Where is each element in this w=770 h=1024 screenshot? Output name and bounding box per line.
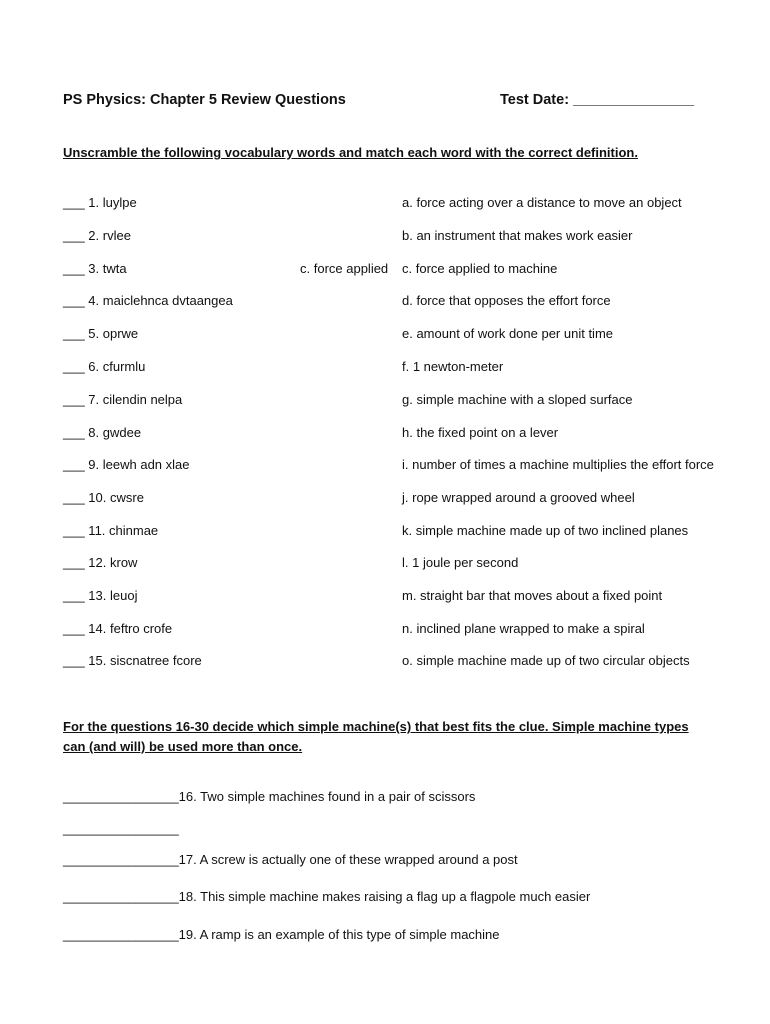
scrambled-word: ___ 9. leewh adn xlae	[63, 457, 190, 472]
vocab-row	[0, 555, 770, 575]
vocab-row	[0, 195, 770, 215]
definition: h. the fixed point on a lever	[402, 425, 559, 440]
definition: m. straight bar that moves about a fixed point	[402, 588, 663, 603]
scrambled-word: ___ 7. cilendin nelpa	[63, 392, 183, 407]
vocab-row	[0, 523, 770, 543]
scrambled-word: ___ 15. siscnatree fcore	[63, 653, 202, 668]
definition: j. rope wrapped around a grooved wheel	[402, 490, 635, 505]
definition: b. an instrument that makes work easier	[402, 228, 633, 243]
vocab-row	[0, 392, 770, 412]
scrambled-word: ___ 1. luylpe	[63, 195, 137, 210]
part2-instructions: For the questions 16-30 decide which simple machine(s) that best fits the clue. Simple machine types can (and will) be used more than once.	[63, 719, 689, 754]
scrambled-word: ___ 3. twta	[63, 261, 127, 276]
definition: c. force applied to machine	[402, 261, 558, 276]
answer-blank: ________________	[63, 821, 179, 836]
scrambled-word: ___ 11. chinmae	[63, 523, 159, 538]
definition: k. simple machine made up of two inclined planes	[402, 523, 689, 538]
definition: o. simple machine made up of two circular objects	[402, 653, 690, 668]
test-date: Test Date: _______________	[500, 92, 695, 108]
answer-note: c. force applied	[300, 261, 389, 276]
vocab-row	[0, 326, 770, 346]
vocab-row	[0, 359, 770, 379]
vocab-row	[0, 425, 770, 445]
vocab-row	[0, 653, 770, 673]
vocab-row	[0, 261, 770, 281]
scrambled-word: ___ 14. feftro crofe	[63, 621, 173, 636]
part1-instructions: Unscramble the following vocabulary words and match each word with the correct definition.	[63, 145, 638, 160]
question-19: ________________19. A ramp is an example of this type of simple machine	[63, 927, 500, 942]
vocab-row	[0, 490, 770, 510]
scrambled-word: ___ 5. oprwe	[63, 326, 139, 341]
definition: g. simple machine with a sloped surface	[402, 392, 633, 407]
scrambled-word: ___ 12. krow	[63, 555, 138, 570]
definition: n. inclined plane wrapped to make a spiral	[402, 621, 645, 636]
page-title: PS Physics: Chapter 5 Review Questions	[63, 92, 346, 108]
question-17: ________________17. A screw is actually one of these wrapped around a post	[63, 852, 518, 867]
vocab-row	[0, 457, 770, 477]
scrambled-word: ___ 13. leuoj	[63, 588, 138, 603]
definition: i. number of times a machine multiplies the effort force	[402, 457, 714, 472]
vocab-row	[0, 621, 770, 641]
vocab-row	[0, 588, 770, 608]
question-16: ________________16. Two simple machines found in a pair of scissors	[63, 789, 476, 804]
scrambled-word: ___ 4. maiclehnca dvtaangea	[63, 293, 233, 308]
vocab-row	[0, 293, 770, 313]
definition: l. 1 joule per second	[402, 555, 519, 570]
scrambled-word: ___ 10. cwsre	[63, 490, 144, 505]
definition: e. amount of work done per unit time	[402, 326, 614, 341]
vocab-row	[0, 228, 770, 248]
definition: f. 1 newton-meter	[402, 359, 504, 374]
definition: a. force acting over a distance to move an object	[402, 195, 682, 210]
scrambled-word: ___ 6. cfurmlu	[63, 359, 146, 374]
question-18: ________________18. This simple machine makes raising a flag up a flagpole much easier	[63, 889, 591, 904]
definition: d. force that opposes the effort force	[402, 293, 611, 308]
scrambled-word: ___ 8. gwdee	[63, 425, 142, 440]
scrambled-word: ___ 2. rvlee	[63, 228, 131, 243]
